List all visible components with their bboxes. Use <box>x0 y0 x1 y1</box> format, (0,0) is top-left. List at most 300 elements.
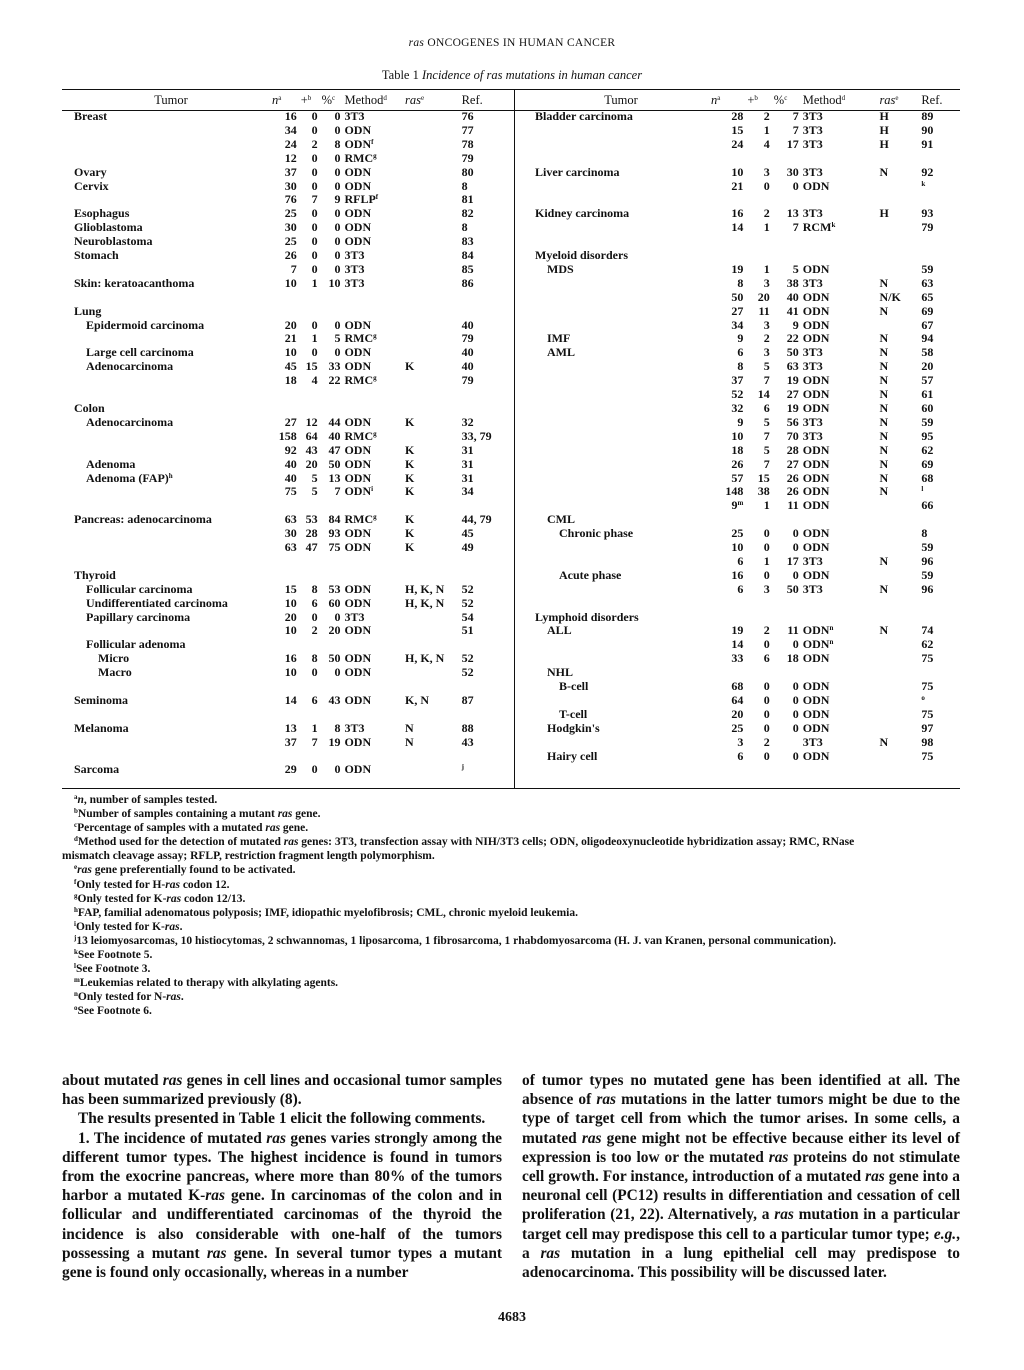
cell-ref <box>919 611 961 625</box>
value: 0 <box>792 540 799 555</box>
cell-ref <box>460 513 504 527</box>
table-row <box>72 346 504 360</box>
cell-ref <box>919 402 961 416</box>
cell-positive <box>299 249 320 263</box>
tumor-label <box>72 611 270 625</box>
cell-n <box>709 541 745 555</box>
value: ODN <box>802 651 830 666</box>
value: 3T3 <box>344 248 365 263</box>
table-row <box>72 249 504 263</box>
tumor-label <box>72 207 270 221</box>
cell-ref <box>919 472 961 486</box>
value: 45 <box>284 359 297 374</box>
cell-percent <box>772 611 801 625</box>
table-row <box>533 180 961 194</box>
cell-method <box>342 152 403 166</box>
table-row <box>533 332 961 346</box>
cell-method <box>801 513 878 527</box>
header-label: Tumor <box>604 92 638 107</box>
cell-method <box>801 263 878 277</box>
cell-method <box>342 624 403 638</box>
cell-ras <box>877 291 919 305</box>
cell-ref <box>919 569 961 583</box>
value: K <box>405 456 415 471</box>
cell-method <box>342 346 403 360</box>
cell-n <box>709 291 745 305</box>
table-row <box>533 736 961 750</box>
cell-positive <box>299 597 320 611</box>
tumor-name: AML <box>547 345 575 360</box>
footnote <box>62 990 962 1004</box>
cell-ref <box>919 638 961 652</box>
table-row <box>533 722 961 736</box>
value: 6 <box>763 400 770 415</box>
cell-n <box>270 638 299 652</box>
cell-method <box>801 499 878 513</box>
cell-method <box>801 583 878 597</box>
cell-positive <box>745 388 771 402</box>
cell-ref <box>919 166 961 180</box>
cell-positive <box>745 124 771 138</box>
tumor-name: Lymphoid disorders <box>535 609 639 624</box>
value: 10 <box>328 275 341 290</box>
cell-ras <box>403 193 460 207</box>
cell-ref <box>919 180 961 194</box>
value: 30 <box>284 178 297 193</box>
value: 49 <box>461 540 474 555</box>
superscript-mark: d <box>841 93 846 102</box>
cell-n <box>270 346 299 360</box>
footnote <box>62 793 962 807</box>
table-spacer-row <box>72 291 504 305</box>
value: 14 <box>731 220 744 235</box>
cell-ras <box>403 541 460 555</box>
tumor-label <box>72 263 270 277</box>
cell-ref <box>460 346 504 360</box>
cell-ras <box>403 360 460 374</box>
cell-percent <box>772 569 801 583</box>
tumor-label <box>533 263 709 277</box>
tumor-label <box>533 472 709 486</box>
footnote <box>62 962 962 976</box>
body-paragraph <box>62 1109 502 1128</box>
tumor-label <box>72 763 270 777</box>
cell-positive <box>299 207 320 221</box>
body-text: ras <box>540 1244 561 1262</box>
table-spacer-row <box>72 555 504 569</box>
table-row <box>533 499 961 513</box>
tumor-label <box>72 193 270 207</box>
tumor-label <box>533 666 709 680</box>
cell-ras <box>403 527 460 541</box>
value: 7 <box>311 734 318 749</box>
cell-method <box>342 472 403 486</box>
value: 0 <box>311 206 318 221</box>
tumor-label <box>72 124 270 138</box>
value: 3 <box>763 345 770 360</box>
cell-method <box>801 694 878 708</box>
cell-ref <box>460 485 504 499</box>
value: 2 <box>763 331 770 346</box>
table-row <box>533 319 961 333</box>
cell-ref <box>919 138 961 152</box>
superscript-mark: a <box>278 93 282 102</box>
cell-percent <box>772 291 801 305</box>
cell-n <box>709 722 745 736</box>
tumor-label <box>72 305 270 319</box>
value: 148 <box>725 484 744 499</box>
value: ODN <box>344 595 372 610</box>
cell-positive <box>745 416 771 430</box>
body-text: mutation in a particular target cell may predispose this cell to a particular tumor type; <box>522 1206 960 1243</box>
table-row <box>533 472 961 486</box>
cell-positive <box>299 263 320 277</box>
value: 10 <box>284 275 297 290</box>
value: ODN <box>344 178 372 193</box>
footnote <box>62 892 962 906</box>
value: 3T3 <box>344 261 365 276</box>
value: N <box>879 470 889 485</box>
value: 51 <box>461 623 474 638</box>
tumor-name: Follicular adenoma <box>86 637 186 652</box>
cell-positive <box>299 138 320 152</box>
cell-ref <box>460 180 504 194</box>
value: 66 <box>921 498 934 513</box>
cell-ras <box>403 763 460 777</box>
cell-n <box>709 346 745 360</box>
value: 15 <box>305 359 318 374</box>
value: 19 <box>328 734 341 749</box>
cell-n <box>270 485 299 499</box>
value: 37 <box>284 164 297 179</box>
cell-method <box>342 207 403 221</box>
value: 13 <box>786 206 799 221</box>
value: 37 <box>284 734 297 749</box>
value: 33 <box>328 359 341 374</box>
value: 0 <box>334 109 341 123</box>
tumor-label <box>533 221 709 235</box>
cell-ras <box>403 110 460 124</box>
cell-ras <box>877 638 919 652</box>
value: 12 <box>284 150 297 165</box>
body-paragraph <box>62 1129 502 1283</box>
cell-ras <box>877 708 919 722</box>
cell-ras <box>403 569 460 583</box>
footnote <box>62 948 962 962</box>
cell-n <box>270 624 299 638</box>
table-row <box>72 624 504 638</box>
body-text: ras <box>206 1244 227 1262</box>
cell-method <box>342 638 403 652</box>
value: ODN <box>802 484 830 499</box>
body-text: gene. In several tumor types a mutant gene is found only occasionally, whereas in a number <box>62 1244 503 1282</box>
value: 30 <box>786 164 799 179</box>
cell-positive <box>299 221 320 235</box>
tumor-label <box>533 555 709 569</box>
cell-percent <box>320 124 343 138</box>
value: 31 <box>461 456 474 471</box>
value: 21 <box>731 178 744 193</box>
value: N <box>879 484 889 499</box>
cell-ras <box>877 124 919 138</box>
cell-ras <box>877 458 919 472</box>
value: 8 <box>311 651 318 666</box>
footnote-text: Method used for the detection of mutated <box>77 836 284 849</box>
value: ODN <box>344 651 372 666</box>
table-footnotes <box>62 793 962 1019</box>
value: 22 <box>786 331 799 346</box>
tumor-label <box>72 569 270 583</box>
value: N <box>879 456 889 471</box>
cell-ras <box>403 624 460 638</box>
value: 18 <box>284 373 297 388</box>
cell-method <box>342 374 403 388</box>
tumor-label <box>72 722 270 736</box>
table-row <box>72 472 504 486</box>
table-header-row <box>533 91 961 110</box>
cell-ref <box>919 430 961 444</box>
value: ODN <box>802 317 830 332</box>
cell-n <box>270 430 299 444</box>
value: 34 <box>461 484 474 499</box>
cell-ref <box>460 444 504 458</box>
value: K <box>405 484 415 499</box>
spacer-cell <box>72 291 504 305</box>
superscript-mark: e <box>895 93 899 102</box>
body-column-left <box>62 1071 502 1282</box>
value: 20 <box>284 317 297 332</box>
cell-ref <box>460 305 504 319</box>
cell-ras <box>403 597 460 611</box>
tumor-name: Seminoma <box>74 692 128 707</box>
cell-ref <box>919 750 961 764</box>
cell-n <box>270 319 299 333</box>
cell-ras <box>877 750 919 764</box>
value: 10 <box>731 164 744 179</box>
cell-n <box>270 152 299 166</box>
value: 3T3 <box>802 734 823 749</box>
value: 28 <box>731 109 744 123</box>
value: 3 <box>763 164 770 179</box>
body-text: The results presented in Table 1 elicit the following comments. <box>78 1110 486 1128</box>
table-left-half <box>72 91 504 777</box>
footnote-text: Only tested for H- <box>76 878 166 891</box>
cell-ras <box>877 402 919 416</box>
cell-percent <box>772 346 801 360</box>
cell-ref <box>460 583 504 597</box>
value: H, K, N <box>405 651 445 666</box>
table-row <box>533 750 961 764</box>
value: 40 <box>328 428 341 443</box>
footnote-text: ras <box>283 836 299 849</box>
value: 31 <box>461 470 474 485</box>
tumor-label <box>72 638 270 652</box>
cell-percent <box>320 763 343 777</box>
superscript-mark: n <box>829 638 834 647</box>
value: 15 <box>731 122 744 137</box>
table-row <box>72 652 504 666</box>
cell-ras <box>403 402 460 416</box>
footnote <box>62 863 962 877</box>
cell-method <box>801 166 878 180</box>
value: 44, 79 <box>461 512 492 527</box>
cell-ref <box>919 291 961 305</box>
cell-percent <box>320 263 343 277</box>
value: N <box>879 414 889 429</box>
tumor-label <box>72 458 270 472</box>
spacer-cell <box>533 193 961 207</box>
tumor-name: Hodgkin's <box>547 720 600 735</box>
value: 8 <box>737 275 744 290</box>
footnote-text: See Footnote 3. <box>75 963 151 976</box>
superscript-mark: o <box>74 1004 78 1013</box>
cell-n <box>270 374 299 388</box>
cell-ras <box>877 583 919 597</box>
tumor-name: Neuroblastoma <box>74 234 153 249</box>
cell-positive <box>745 360 771 374</box>
cell-positive <box>745 166 771 180</box>
cell-method <box>342 763 403 777</box>
value: 0 <box>334 122 341 137</box>
body-text: proteins do not stimulate cell growth. For instance, introduction of a mutated <box>522 1148 960 1186</box>
cell-method <box>801 611 878 625</box>
cell-percent <box>772 124 801 138</box>
value: 62 <box>921 637 934 652</box>
cell-positive <box>745 277 771 291</box>
superscript-mark: l <box>74 962 76 971</box>
tumor-label <box>533 458 709 472</box>
body-text: 1. The incidence of mutated <box>78 1129 267 1147</box>
spacer-cell <box>533 235 961 249</box>
table-right-half <box>533 91 961 764</box>
value: 0 <box>334 762 341 777</box>
value: 0 <box>311 261 318 276</box>
value: 59 <box>921 540 934 555</box>
tumor-label <box>72 527 270 541</box>
cell-positive <box>745 430 771 444</box>
value: 75 <box>284 484 297 499</box>
value: ODN <box>344 581 372 596</box>
table-row <box>533 277 961 291</box>
table-row <box>533 541 961 555</box>
value: 0 <box>334 665 341 680</box>
tumor-label <box>533 736 709 750</box>
value: ODN <box>802 706 830 721</box>
value: 97 <box>921 720 934 735</box>
cell-positive <box>745 666 771 680</box>
value: ODN <box>344 470 372 485</box>
value: N <box>879 442 889 457</box>
value: 0 <box>311 345 318 360</box>
table-row <box>533 166 961 180</box>
cell-ras <box>877 332 919 346</box>
table-row <box>533 513 961 527</box>
value: 47 <box>305 540 318 555</box>
cell-positive <box>299 666 320 680</box>
header-label: Tumor <box>154 92 188 107</box>
table-row <box>72 402 504 416</box>
tumor-label <box>533 416 709 430</box>
value: 85 <box>461 261 474 276</box>
value: 69 <box>921 303 934 318</box>
tumor-label <box>533 750 709 764</box>
value: 0 <box>334 164 341 179</box>
value: 63 <box>921 275 934 290</box>
cell-ras <box>403 472 460 486</box>
footnote-text: codon 12. <box>179 878 230 891</box>
value: 64 <box>305 428 318 443</box>
tumor-name: Pancreas: adenocarcinoma <box>74 512 212 527</box>
table-row <box>72 124 504 138</box>
tumor-label <box>72 624 270 638</box>
footnote <box>62 835 962 849</box>
cell-ref <box>919 332 961 346</box>
cell-n <box>709 319 745 333</box>
value: 33, 79 <box>461 428 492 443</box>
value: 3T3 <box>802 345 823 360</box>
header-label: ras <box>879 92 896 107</box>
cell-ref <box>919 652 961 666</box>
tumor-name: Adenocarcinoma <box>86 414 174 429</box>
cell-positive <box>299 583 320 597</box>
value: 4 <box>311 373 318 388</box>
cell-positive <box>745 207 771 221</box>
superscript-mark: g <box>373 374 377 383</box>
value: 26 <box>786 484 799 499</box>
value: ODN <box>802 331 830 346</box>
value: K <box>405 526 415 541</box>
cell-positive <box>299 736 320 750</box>
tumor-label <box>72 110 270 124</box>
cell-ras <box>877 207 919 221</box>
table-spacer-row <box>72 680 504 694</box>
body-text: ras <box>596 1091 617 1109</box>
cell-percent <box>320 277 343 291</box>
cell-ras <box>877 319 919 333</box>
cell-percent <box>320 235 343 249</box>
footnote-text: ras <box>265 822 281 835</box>
cell-positive <box>299 694 320 708</box>
cell-positive <box>745 263 771 277</box>
value: ODN <box>344 484 372 499</box>
value: 34 <box>284 122 297 137</box>
cell-ras <box>877 485 919 499</box>
value: N/K <box>879 289 901 304</box>
footnote-text: Only tested for K- <box>77 892 167 905</box>
value: ODN <box>802 303 830 318</box>
value: 1 <box>763 261 770 276</box>
cell-ref <box>460 138 504 152</box>
cell-percent <box>772 180 801 194</box>
cell-n <box>709 694 745 708</box>
value: 50 <box>731 289 744 304</box>
table-row <box>72 193 504 207</box>
cell-ras <box>877 513 919 527</box>
col-header-positive <box>299 91 320 110</box>
value: 0 <box>763 679 770 694</box>
tumor-label <box>533 694 709 708</box>
value: 0 <box>763 526 770 541</box>
value: 2 <box>311 623 318 638</box>
cell-n <box>270 360 299 374</box>
value: 3T3 <box>344 275 365 290</box>
table-row <box>72 319 504 333</box>
value: 29 <box>284 762 297 777</box>
table-spacer-row <box>533 597 961 611</box>
value: 0 <box>792 706 799 721</box>
cell-ref <box>919 416 961 430</box>
table-row <box>72 180 504 194</box>
